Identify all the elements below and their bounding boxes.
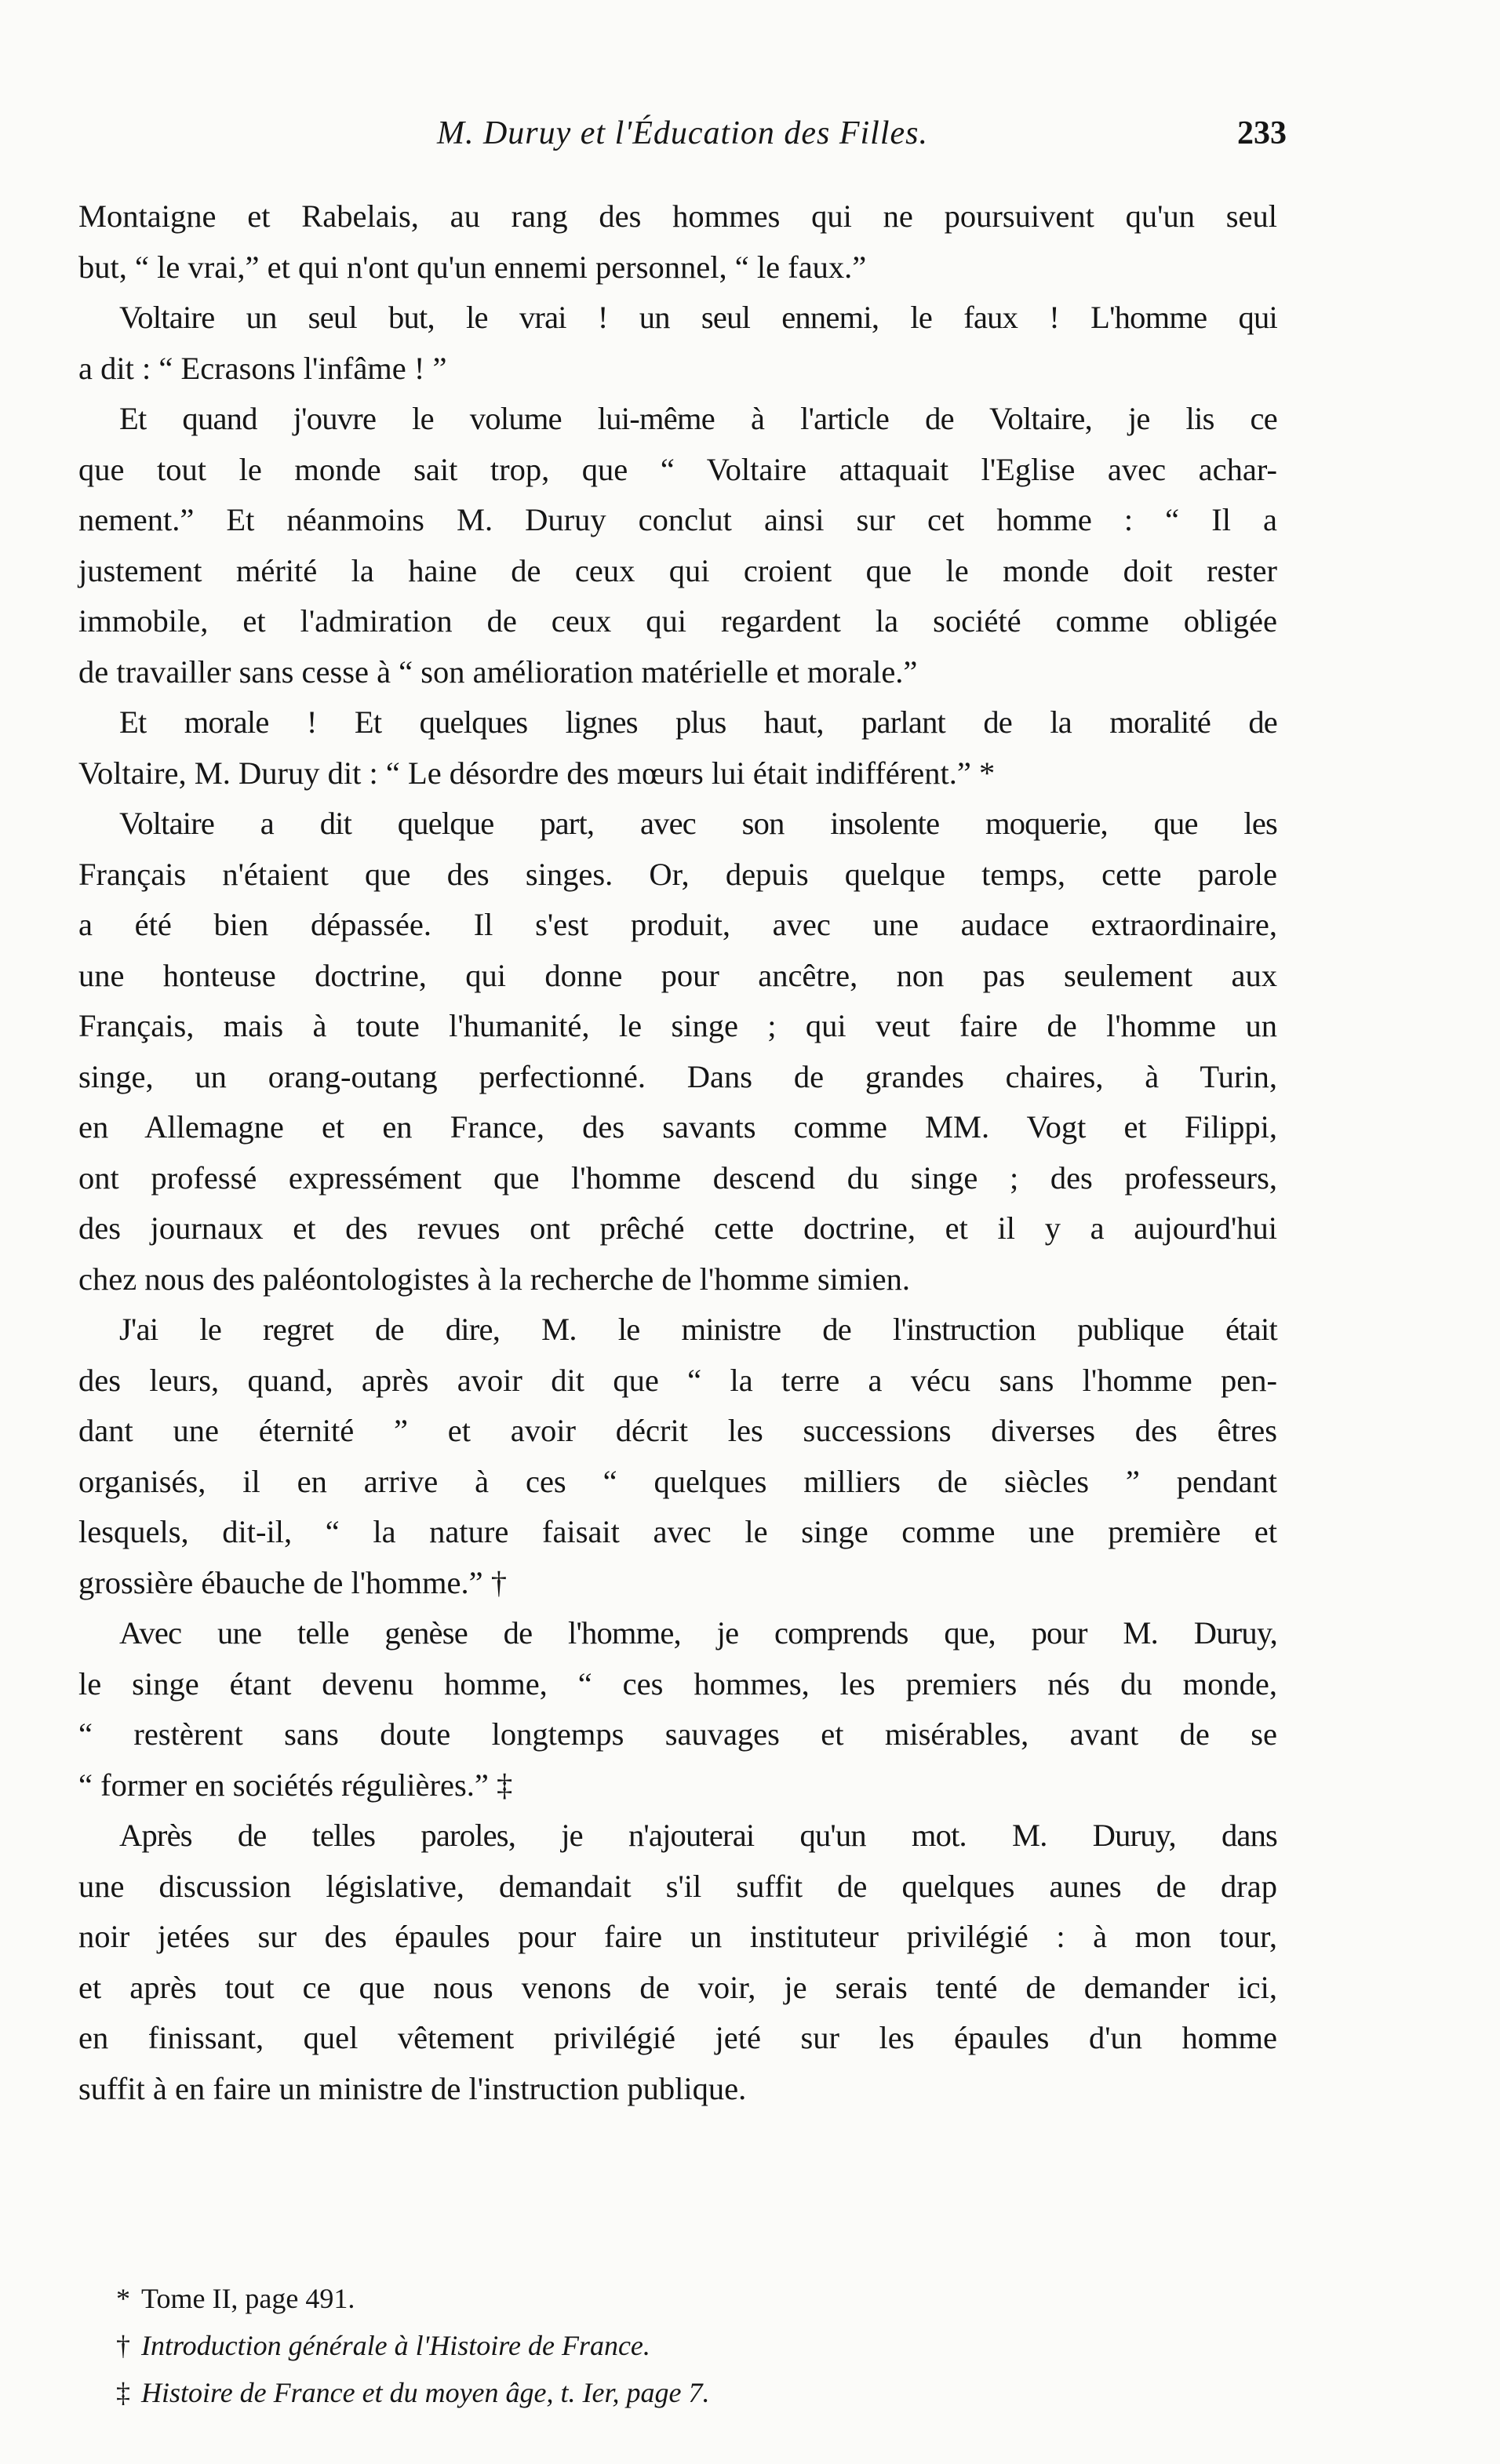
text-line: noir jetées sur des épaules pour faire un instituteur privilégié : à mon tour,	[78, 1919, 1277, 1954]
text-line: Français n'étaient que des singes. Or, depuis quelque temps, cette parole	[78, 856, 1277, 892]
text-line: et après tout ce que nous venons de voir, je serais tenté de demander ici,	[78, 1969, 1277, 2005]
text-line: de travailler sans cesse à “ son amélioration matérielle et morale.”	[78, 653, 918, 690]
text-line: des journaux et des revues ont prêché cette doctrine, et il y a aujourd'hui	[78, 1210, 1277, 1246]
paragraph	[78, 191, 1277, 293]
text-line: Avec une telle genèse de l'homme, je comprends que, pour M. Duruy,	[119, 1615, 1277, 1651]
footnotes	[116, 2275, 1214, 2416]
footnote-mark: *	[116, 2283, 130, 2314]
text-line: “ former en sociétés régulières.” ‡	[78, 1767, 513, 1803]
text-line: une discussion législative, demandait s'il suffit de quelques aunes de drap	[78, 1868, 1277, 1904]
footnote-mark: ‡	[116, 2377, 130, 2408]
text-line: Après de telles paroles, je n'ajouterai qu'un mot. M. Duruy, dans	[119, 1818, 1277, 1853]
running-head	[78, 110, 1287, 157]
running-title: M. Duruy et l'Éducation des Filles.	[436, 115, 929, 151]
text-line: le singe étant devenu homme, “ ces hommes, les premiers nés du monde,	[78, 1665, 1277, 1702]
text-line: que tout le monde sait trop, que “ Voltaire attaquait l'Eglise avec achar-	[78, 451, 1277, 487]
text-line: Français, mais à toute l'humanité, le singe ; qui veut faire de l'homme un	[78, 1008, 1277, 1043]
text-line: lesquels, dit-il, “ la nature faisait avec le singe comme une première et	[78, 1514, 1277, 1549]
text-line: suffit à en faire un ministre de l'instruction publique.	[78, 2070, 747, 2106]
footnote-text: Histoire de France et du moyen âge, t. Ier, page 7.	[141, 2377, 710, 2408]
text-line: ont professé expressément que l'homme descend du singe ; des professeurs,	[78, 1159, 1277, 1196]
text-line: en Allemagne et en France, des savants comme MM. Vogt et Filippi,	[78, 1109, 1277, 1145]
text-line: en finissant, quel vêtement privilégié jeté sur les épaules d'un homme	[78, 2020, 1277, 2055]
body-text	[78, 191, 1277, 2114]
text-line: Montaigne et Rabelais, au rang des hommes qui ne poursuivent qu'un seul	[78, 198, 1277, 234]
text-line: J'ai le regret de dire, M. le ministre de l'instruction publique était	[119, 1312, 1277, 1347]
text-line: grossière ébauche de l'homme.” †	[78, 1564, 507, 1600]
footnote	[116, 2369, 1214, 2416]
footnote	[116, 2322, 1214, 2369]
text-line: organisés, il en arrive à ces “ quelques milliers de siècles ” pendant	[78, 1463, 1277, 1499]
text-line: Voltaire un seul but, le vrai ! un seul ennemi, le faux ! L'homme qui	[119, 300, 1277, 335]
footnote	[116, 2275, 1214, 2322]
text-line: des leurs, quand, après avoir dit que “ la terre a vécu sans l'homme pen-	[78, 1362, 1277, 1398]
text-line: Et morale ! Et quelques lignes plus haut, parlant de la moralité de	[119, 704, 1277, 740]
paragraph	[78, 697, 1277, 799]
text-line: dant une éternité ” et avoir décrit les successions diverses des êtres	[78, 1413, 1277, 1448]
text-line: singe, un orang-outang perfectionné. Dans de grandes chaires, à Turin,	[78, 1058, 1277, 1094]
text-line: “ restèrent sans doute longtemps sauvages et misérables, avant de se	[78, 1716, 1277, 1752]
text-line: chez nous des paléontologistes à la recherche de l'homme simien.	[78, 1261, 910, 1297]
paragraph	[78, 293, 1277, 394]
text-line: justement mérité la haine de ceux qui croient que le monde doit rester	[78, 552, 1277, 588]
text-line: a été bien dépassée. Il s'est produit, avec une audace extraordinaire,	[78, 907, 1277, 942]
paragraph	[78, 1608, 1277, 1811]
paragraph	[78, 1811, 1277, 2114]
paragraph	[78, 1305, 1277, 1608]
text-line: nement.” Et néanmoins M. Duruy conclut ainsi sur cet homme : “ Il a	[78, 502, 1277, 537]
page-number: 233	[1237, 115, 1287, 151]
paragraph	[78, 799, 1277, 1305]
text-line: immobile, et l'admiration de ceux qui regardent la société comme obligée	[78, 603, 1277, 639]
text-line: Voltaire, M. Duruy dit : “ Le désordre des mœurs lui était indifférent.” *	[78, 755, 996, 791]
text-line: une honteuse doctrine, qui donne pour ancêtre, non pas seulement aux	[78, 957, 1277, 993]
text-line: but, “ le vrai,” et qui n'ont qu'un ennemi personnel, “ le faux.”	[78, 249, 867, 285]
footnote-mark: †	[116, 2330, 130, 2361]
paragraph	[78, 394, 1277, 697]
footnote-text: Introduction générale à l'Histoire de France.	[141, 2330, 650, 2361]
footnote-text: Tome II, page 491.	[141, 2283, 355, 2314]
text-line: Et quand j'ouvre le volume lui-même à l'article de Voltaire, je lis ce	[119, 401, 1277, 436]
text-line: a dit : “ Ecrasons l'infâme ! ”	[78, 350, 447, 386]
text-line: Voltaire a dit quelque part, avec son insolente moquerie, que les	[119, 806, 1277, 841]
